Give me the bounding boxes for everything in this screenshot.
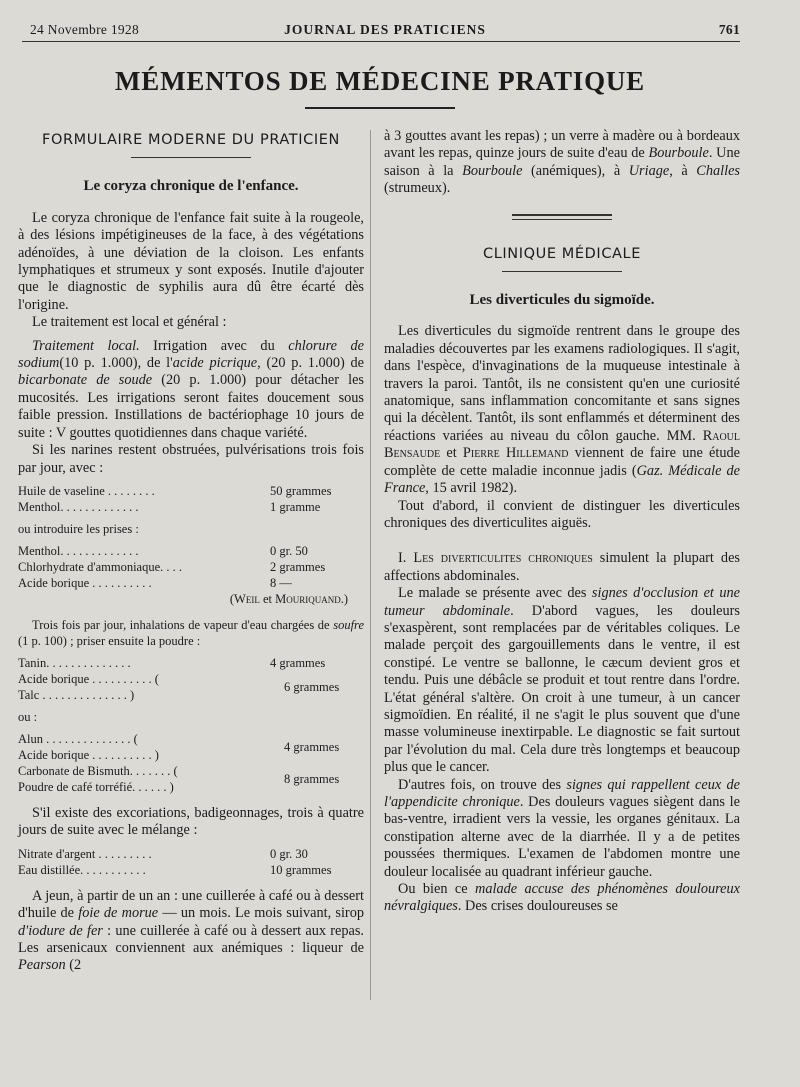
formula-row: Tanin. . . . . . . . . . . . . . 4 grammes — [18, 655, 326, 670]
article-title-diverticules: Les diverticules du sigmoïde. — [469, 292, 655, 309]
column-divider — [370, 130, 371, 1000]
paragraph: Le coryza chronique de l'enfance fait suite à la rougeole, à des lésions impétigineuses de la face, à des végétations adénoïdes, à une déviation de la cloison. Les enfants lymphatiques et strumeux y sont exposés. Inutile d'ajouter que le diagnostic de syphilis aura dû être écarté dès l'origine. — [18, 209, 364, 313]
paragraph: S'il existe des excoriations, badigeonnages, trois à quatre jours de suite avec le mélange : — [18, 804, 364, 839]
formula-row: Nitrate d'argent . . . . . . . . . 0 gr. 30 — [18, 846, 308, 861]
formula-pulverisation — [18, 483, 364, 515]
formula-row: Menthol. . . . . . . . . . . . . 0 gr. 50 — [18, 543, 308, 558]
formula-group: Carbonate de Bismuth. . . . . . . ( Poudre de café torréfié. . . . . . ) 8 grammes — [18, 763, 340, 794]
paragraph: Les diverticules du sigmoïde rentrent dans le groupe des maladies découvertes par les examens radiologiques. Il s'agit, dans l'espèce, d'invaginations de la muqueuse intestinale à travers la paroi. Tantôt, ils ne consistent qu'en une curiosité anatomique, sans inflammation concomitante et sans signes qui la décèlent. Tantôt, ils sont enflammés et déterminent des réactions variées au niveau du côlon gauche. MM. Raoul Bensaude et Pierre Hillemand viennent de faire une étude complète de cette maladie inconnue jadis (Gaz. Médicale de France, 15 avril 1982). — [384, 323, 740, 497]
formula-or-line: ou : — [18, 709, 38, 724]
formula-badigeonnage — [18, 846, 364, 878]
formula-row: Huile de vaseline . . . . . . . . 50 grammes — [18, 483, 332, 498]
running-header — [30, 22, 740, 40]
formula-row: Chlorhydrate d'ammoniaque. . . . 2 grammes — [18, 559, 326, 574]
paragraph: Le traitement est local et général : — [32, 314, 227, 331]
left-column — [18, 128, 364, 975]
title-rule — [305, 107, 455, 109]
section-rule — [131, 157, 251, 158]
issue-date: 24 Novembre 1928 — [30, 22, 140, 37]
paragraph: Si les narines restent obstruées, pulvérisations trois fois par jour, avec : — [18, 442, 364, 476]
formula-group: Acide borique . . . . . . . . . . ( Talc . . . . . . . . . . . . . . ) 6 grammes — [18, 671, 340, 702]
article-title-coryza: Le coryza chronique de l'enfance. — [83, 178, 299, 195]
formula-row: Acide borique . . . . . . . . . . 8 — — [18, 575, 292, 590]
formula-poudre-2 — [18, 731, 364, 795]
formula-poudre-1 — [18, 655, 364, 703]
journal-name: JOURNAL DES PRATICIENS — [284, 22, 486, 37]
formula-author: (Weil et Mouriquand.) — [229, 591, 348, 606]
section-heading-formulaire: FORMULAIRE MODERNE DU PRATICIEN — [42, 132, 340, 148]
section-rule — [502, 271, 622, 272]
paragraph: Tout d'abord, il convient de distinguer les diverticules chroniques des diverticulites aiguës. — [384, 497, 740, 531]
paragraph-continuation: à 3 gouttes avant les repas) ; un verre à madère ou à bordeaux avant les repas, quinze jours de suite d'eau de Bourboule. Une saison à la Bourboule (anémiques), à Uriage, à Challes (strumeux). — [384, 128, 740, 197]
formula-group: Alun . . . . . . . . . . . . . . ( Acide borique . . . . . . . . . . ) 4 grammes — [18, 731, 340, 762]
paragraph: Ou bien ce malade accuse des phénomènes douloureux névralgiques. Des crises douloureuses se — [384, 881, 740, 915]
paragraph-diverticulites-chroniques: I. Les diverticulites chroniques simulent la plupart des affections abdominales. — [384, 550, 740, 584]
paragraph-traitement-general: A jeun, à partir de un an : une cuillerée à café ou à dessert d'huile de foie de morue — un mois. Le mois suivant, sirop d'iodure de fer : une cuillerée à café ou à dessert aux repas. Les arsenicaux conviennent aux anémiques : liqueur de Pearson (2 — [18, 887, 365, 974]
paragraph: D'autres fois, on trouve des signes qui rappellent ceux de l'appendicite chronique. Des douleurs vagues siègent dans le bas-ventre, irradient vers la vessie, les organes génitaux. La constipation alterne avec de la diarrhée. Il y a de petites poussées thermiques. L'examen de l'abdomen montre une douleur localisée au quadrant inférieur gauche. — [384, 776, 740, 880]
formula-prises — [18, 543, 364, 591]
paragraph-traitement-local: Traitement local. Irrigation avec du chlorure de sodium(10 p. 1.000), de l'acide picrique, (20 p. 1.000) de bicarbonate de soude (20 p. 1.000) pour détacher les mucosités. Les irrigations seront faites doucement sous faible pression. Instillations de bactériophage 10 jours de suite : V gouttes quotidiennes dans chaque variété. — [18, 337, 364, 441]
formula-intro-line: ou introduire les prises : — [18, 521, 139, 536]
section-heading-clinique: CLINIQUE MÉDICALE — [483, 245, 641, 262]
page-number: 761 — [718, 22, 740, 37]
right-column — [384, 128, 740, 916]
formula-row: Eau distillée. . . . . . . . . . . 10 grammes — [18, 862, 332, 877]
formula-row: Menthol. . . . . . . . . . . . . 1 gramme — [18, 499, 321, 514]
header-rule — [22, 41, 740, 42]
main-title: MÉMENTOS DE MÉDECINE PRATIQUE — [114, 66, 645, 96]
italic-lead: Traitement local. — [32, 337, 140, 354]
paragraph-inhalation: Trois fois par jour, inhalations de vapeur d'eau chargées de soufre (1 p. 100) ; priser ensuite la poudre : — [18, 617, 364, 648]
paragraph: Le malade se présente avec des signes d'occlusion et une tumeur abdominale. D'abord vagues, les douleurs s'exaspèrent, sont remplacées par de véritables coliques. Le malade perçoit des gargouillements dans le ventre, il est constipé. Le ventre se ballonne, le cæcum devient gros et tendu. Puis une débâcle se produit et tout rentre dans l'ordre. L'état général s'altère. On croit à une tumeur, à un cancer sigmoïdien. En réalité, il ne s'agit le plus souvent que d'une masse volumineuse inextirpable. Le diagnostic se fait surtout par l'évolution du mal. Cela dure très longtemps et beaucoup plus que le cancer. — [384, 585, 740, 776]
